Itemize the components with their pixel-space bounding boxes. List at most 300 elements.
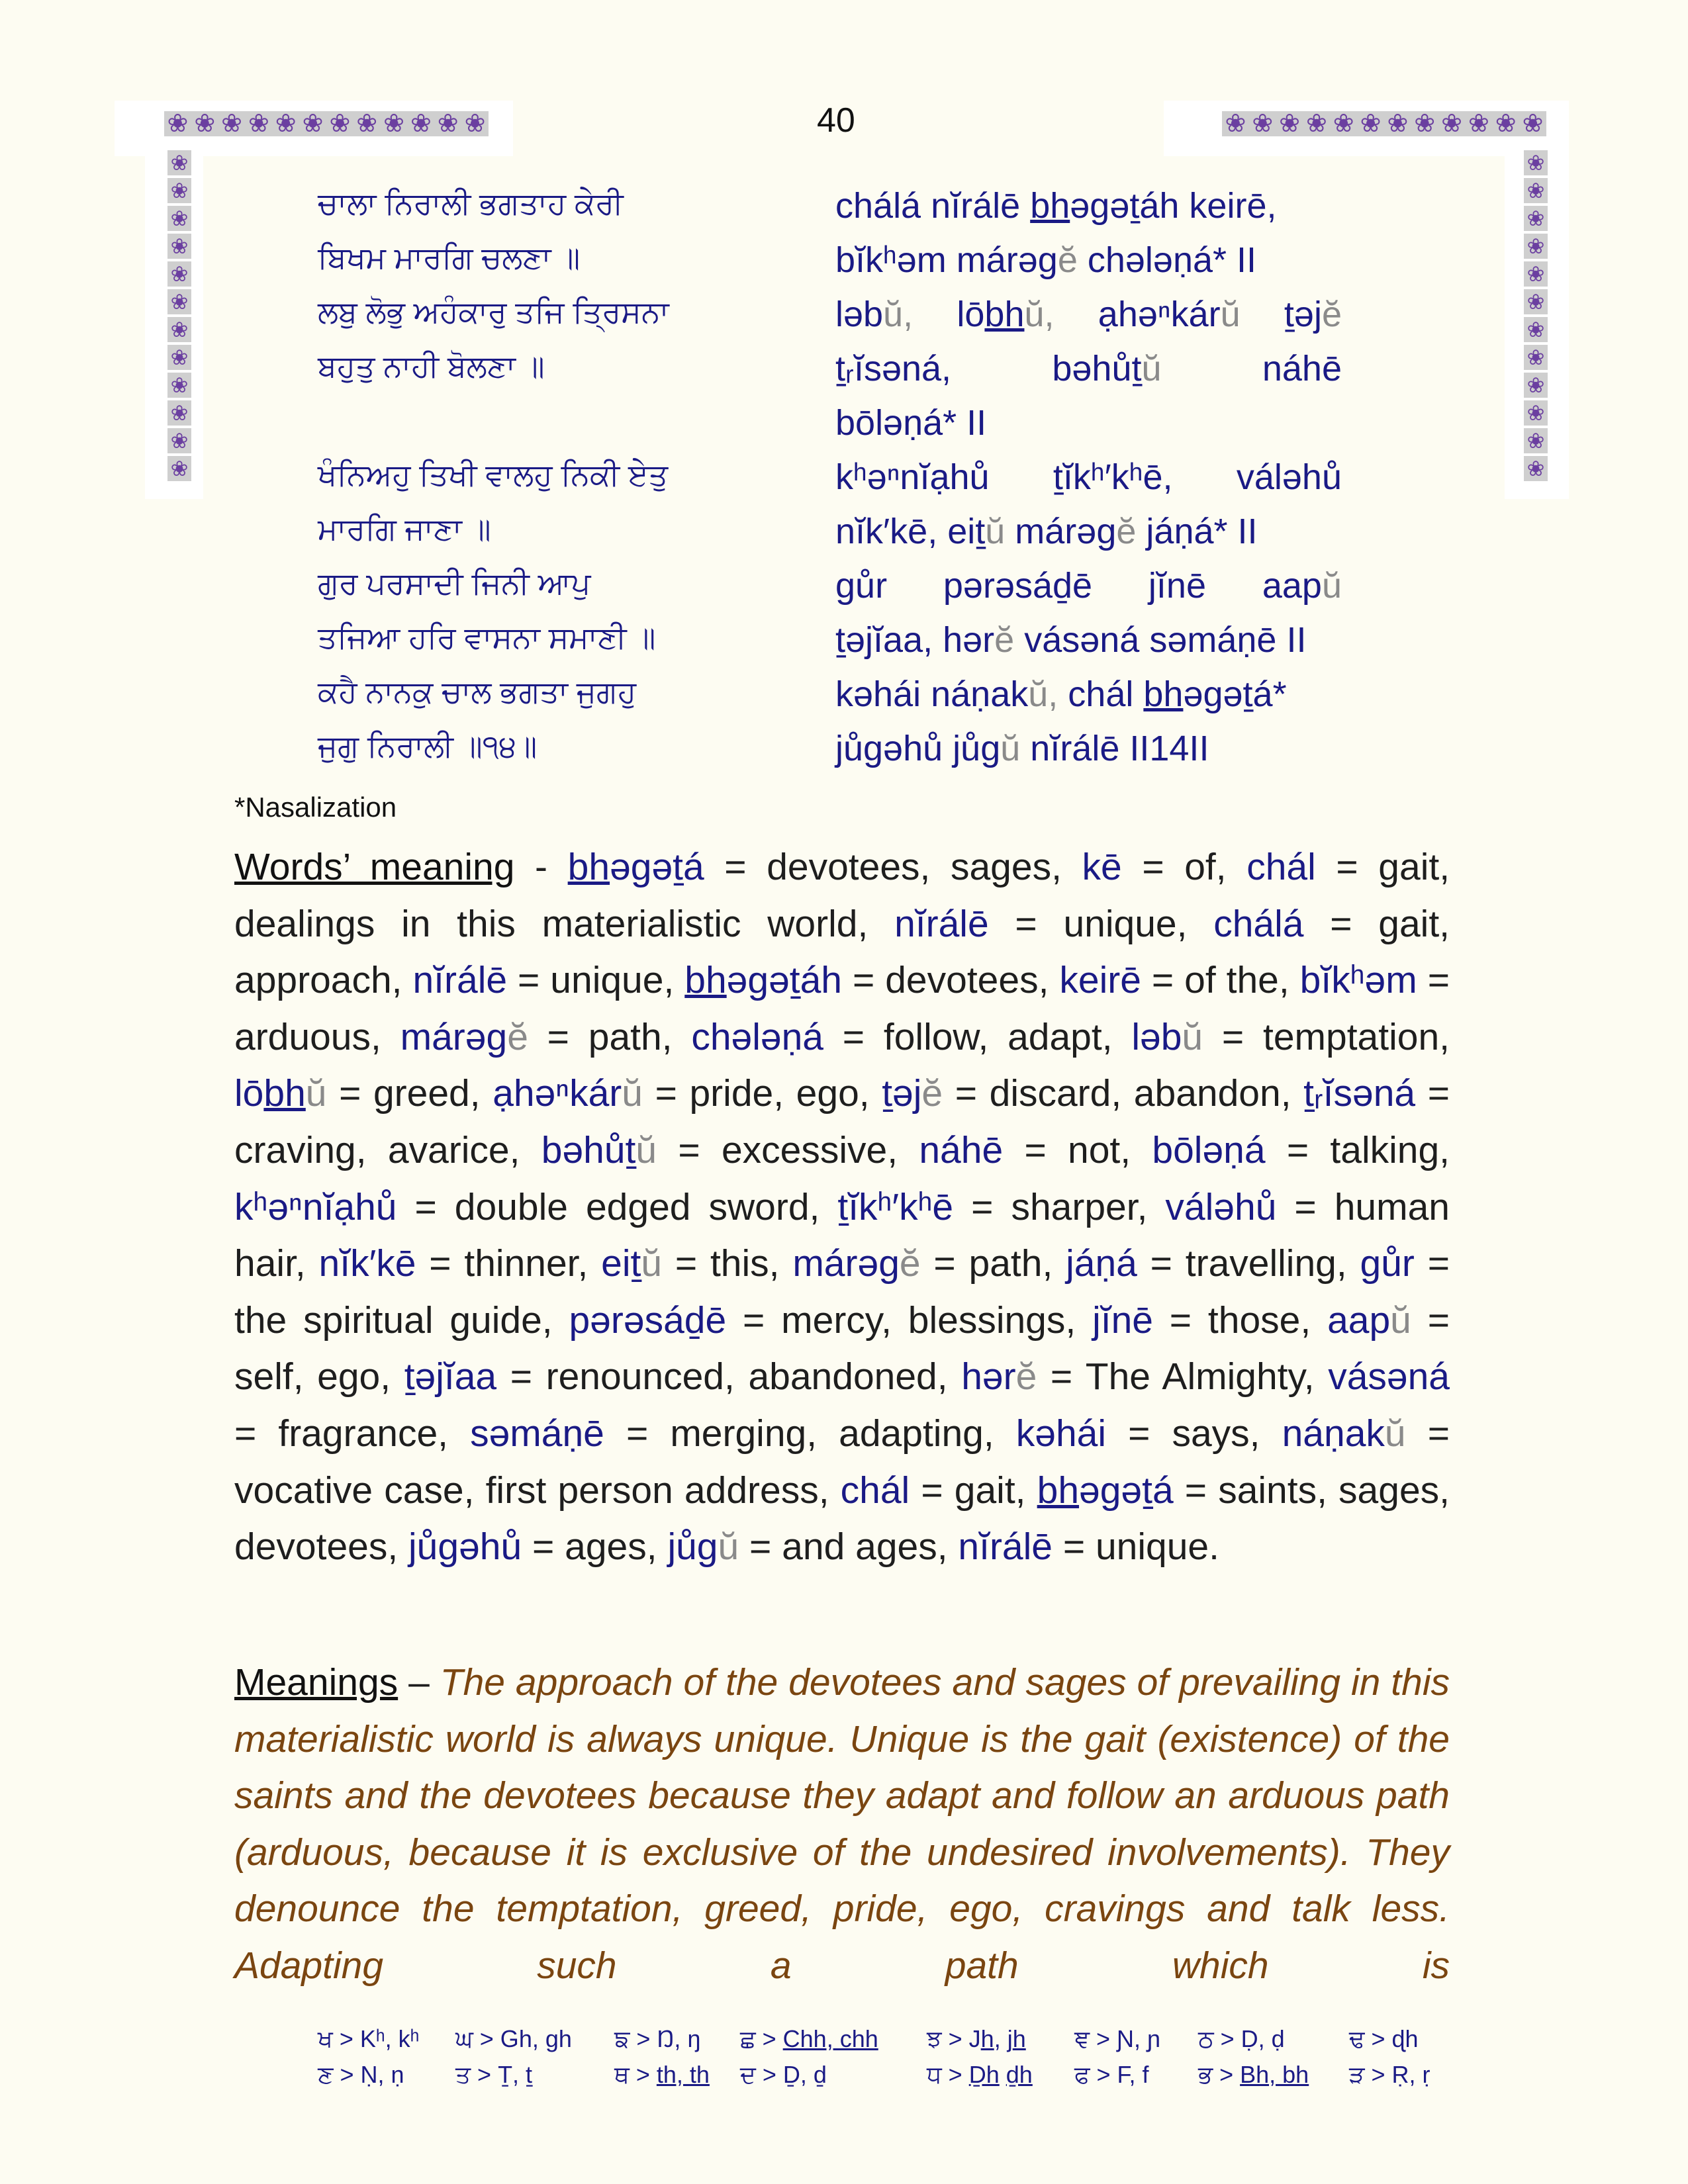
text-segment: bĭkʰəm xyxy=(1299,959,1417,1002)
muted-vowel: ŭ xyxy=(1000,729,1021,768)
text-segment: ੜ > Ṛ, ṛ xyxy=(1349,2061,1430,2088)
text-segment: eiṯ xyxy=(601,1242,641,1285)
definition: = greed, xyxy=(326,1072,493,1115)
flower-icon: ❀ xyxy=(1524,400,1548,426)
flower-icon: ❀ xyxy=(221,110,242,138)
muted-vowel: ŭ xyxy=(305,1072,327,1115)
text-segment: ləb xyxy=(835,295,884,334)
definition: = arduous, xyxy=(234,959,1450,1058)
text-segment: nĭrálē xyxy=(958,1525,1053,1569)
definition: = follow, adapt, xyxy=(823,1015,1132,1058)
legend-item xyxy=(927,2025,1026,2054)
muted-vowel: ŭ xyxy=(1220,295,1241,334)
text-segment: ਘ > Gh, gh xyxy=(455,2025,572,2052)
definition: = thinner, xyxy=(416,1242,602,1285)
gurmukhi-line: ਚਾਲਾ ਨਿਰਾਲੀ ਭਗਤਾਹ ਕੇਰੀ xyxy=(318,186,624,220)
term xyxy=(1213,903,1303,945)
text-segment: ਞ > Ɲ, ɲ xyxy=(1074,2025,1161,2052)
definition: = vocative case, first person address, xyxy=(234,1412,1450,1512)
flower-icon: ❀ xyxy=(1387,110,1409,138)
term xyxy=(1282,1412,1406,1455)
term xyxy=(1152,1129,1265,1171)
text-segment: əgəṯáh xyxy=(726,959,843,1002)
definition: = devotees, xyxy=(842,959,1060,1002)
text-segment: ਣ > Ṇ, ṇ xyxy=(318,2061,404,2088)
term xyxy=(1082,846,1122,888)
flower-border-right xyxy=(1524,150,1548,481)
text-segment: ạhəⁿkár xyxy=(1054,295,1221,334)
text-segment: bōləṇá xyxy=(1152,1128,1266,1171)
underlined-segment: h xyxy=(1012,2025,1026,2052)
text-segment: márəg xyxy=(400,1015,508,1058)
term xyxy=(919,1129,1003,1171)
text-segment: ਤ > Ṯ, ṯ xyxy=(455,2061,533,2088)
flower-icon: ❀ xyxy=(356,110,378,138)
flower-border-left xyxy=(167,150,191,481)
definition: = path, xyxy=(920,1242,1066,1285)
text-segment: gůr pərəsáḏē jĭnē aap xyxy=(835,566,1322,606)
text-segment: lō xyxy=(913,295,985,334)
gurmukhi-line: ਖੰਨਿਅਹੁ ਤਿਖੀ ਵਾਲਹੁ ਨਿਕੀ ਏਤੁ xyxy=(318,457,669,492)
meanings xyxy=(234,1655,1450,1995)
text-segment xyxy=(1000,2061,1006,2088)
flower-icon: ❀ xyxy=(329,110,351,138)
text-segment: ਫ > F, f xyxy=(1074,2061,1149,2088)
flower-icon: ❀ xyxy=(1522,110,1544,138)
definition: = talking, xyxy=(1265,1128,1450,1171)
definition: = The Almighty, xyxy=(1037,1355,1329,1398)
text-segment: jůgəhů jůg xyxy=(835,729,1001,768)
text-segment: hər xyxy=(961,1355,1016,1398)
muted-vowel: ĕ xyxy=(507,1015,528,1058)
text-segment: ṯəj xyxy=(882,1072,922,1115)
muted-vowel: ŭ xyxy=(1390,1298,1411,1342)
term xyxy=(1092,1299,1153,1342)
legend-item xyxy=(455,2061,532,2089)
underlined-segment: bh xyxy=(567,846,610,888)
term xyxy=(234,1186,397,1228)
underlined-segment: bh xyxy=(1143,674,1184,714)
flower-icon: ❀ xyxy=(167,206,191,231)
transliteration-line xyxy=(835,185,1342,226)
flower-icon: ❀ xyxy=(167,178,191,203)
term xyxy=(958,1525,1053,1568)
term xyxy=(569,1299,726,1342)
muted-vowel: ĕ xyxy=(994,620,1015,660)
flower-icon: ❀ xyxy=(1495,110,1517,138)
definition: = unique, xyxy=(988,902,1214,945)
term xyxy=(1131,1016,1203,1058)
transliteration-line xyxy=(835,348,1342,389)
legend-item xyxy=(318,2025,419,2054)
term xyxy=(1059,959,1141,1001)
flower-icon: ❀ xyxy=(194,110,216,138)
text-segment: ṯĭkʰ′kʰē xyxy=(837,1185,954,1228)
legend-item xyxy=(455,2025,572,2054)
muted-vowel: ŭ xyxy=(641,1242,663,1285)
flower-icon: ❀ xyxy=(167,110,189,138)
text-segment: keirē xyxy=(1059,959,1141,1002)
flower-icon: ❀ xyxy=(302,110,324,138)
definition: = says, xyxy=(1106,1412,1282,1455)
text-segment: nĭk′kē, eiṯ xyxy=(835,512,986,551)
definition: = the spiritual guide, xyxy=(234,1242,1450,1342)
term xyxy=(400,1016,528,1058)
legend-item xyxy=(318,2061,404,2089)
definition: = gait, xyxy=(910,1469,1037,1512)
gurmukhi-line: ਬਹੁਤੁ ਨਾਹੀ ਬੋਲਣਾ ॥ xyxy=(318,349,545,383)
flower-icon: ❀ xyxy=(464,110,486,138)
text-segment: bĭkʰəm márəg xyxy=(835,240,1058,280)
text-segment: ṯᵣĭsəná, bəhůṯ xyxy=(835,349,1142,388)
flower-icon: ❀ xyxy=(1524,317,1548,342)
definition: = excessive, xyxy=(657,1128,919,1171)
underlined-segment: ḏh xyxy=(1006,2061,1033,2088)
underlined-segment: bh xyxy=(984,295,1025,334)
term xyxy=(894,903,989,945)
text-segment: lō xyxy=(234,1072,264,1115)
text-segment: əgəṯá xyxy=(1079,1469,1174,1512)
term xyxy=(667,1525,739,1568)
text-segment: kəhái xyxy=(1015,1412,1107,1455)
muted-vowel: ŭ xyxy=(622,1072,643,1115)
legend-item xyxy=(614,2025,700,2054)
text-segment: nĭrálē II14II xyxy=(1020,729,1209,768)
gurmukhi-line: ਕਹੈ ਨਾਨਕੁ ਚਾਲ ਭਗਤਾ ਜੁਗਹੁ xyxy=(318,674,637,709)
flower-icon: ❀ xyxy=(1524,289,1548,314)
legend-item xyxy=(1074,2025,1160,2054)
flower-icon: ❀ xyxy=(167,289,191,314)
definition: = gait, approach, xyxy=(234,902,1450,1002)
muted-vowel: ĕ xyxy=(899,1242,921,1285)
flower-icon: ❀ xyxy=(167,317,191,342)
term xyxy=(408,1525,522,1568)
legend-item xyxy=(614,2061,710,2089)
term xyxy=(684,959,842,1001)
muted-vowel: ŭ xyxy=(1384,1412,1406,1455)
term xyxy=(1300,959,1417,1001)
meanings-heading: Meanings xyxy=(234,1661,399,1704)
text-segment: aap xyxy=(1327,1298,1391,1342)
text-segment: səmáṇē xyxy=(470,1412,604,1455)
text-segment: ṯəj xyxy=(1240,295,1322,334)
flower-icon: ❀ xyxy=(167,400,191,426)
definition: = sharper, xyxy=(953,1185,1166,1228)
muted-vowel: ĕ xyxy=(1057,240,1078,280)
transliteration-line xyxy=(835,457,1342,498)
text-segment: jůg xyxy=(667,1525,718,1569)
text-segment: ṯᵣĭsəná xyxy=(1303,1072,1416,1115)
flower-icon: ❀ xyxy=(1524,234,1548,259)
gurmukhi-line: ਬਿਖਮ ਮਾਰਗਿ ਚਲਣਾ ॥ xyxy=(318,240,581,275)
text-segment: ਥ > xyxy=(614,2061,657,2088)
meanings-text: The approach of the devotees and sages of prevailing in this materialistic world is always unique. Unique is the gait (existence) of the saints and the devotees because they adapt and follow an arduous path (arduous, because it is exclusive of the undesired involvements). They denounce the temptation, greed, pride, ego, cravings and talk less. Adapting such a path which is xyxy=(234,1661,1450,1987)
transliteration-line xyxy=(835,402,1342,443)
underlined-segment: h xyxy=(980,2025,994,2052)
term xyxy=(1016,1412,1106,1455)
flower-icon: ❀ xyxy=(1468,110,1489,138)
flower-icon: ❀ xyxy=(437,110,459,138)
flower-icon: ❀ xyxy=(1524,456,1548,481)
definition: = temptation, xyxy=(1203,1015,1450,1058)
legend-item xyxy=(1349,2061,1430,2089)
text-segment: ਢ > ɖh xyxy=(1349,2025,1419,2052)
flower-border-top-right xyxy=(1222,111,1546,136)
text-segment: ਛ > xyxy=(740,2025,783,2052)
text-segment: ਭ > xyxy=(1198,2061,1241,2088)
definition: = mercy, blessings, xyxy=(726,1298,1093,1342)
underlined-segment: bh xyxy=(1037,1469,1080,1512)
legend-item xyxy=(1074,2061,1149,2089)
term xyxy=(412,959,507,1001)
definition: = craving, avarice, xyxy=(234,1072,1450,1171)
muted-vowel: ĕ xyxy=(1321,295,1342,334)
definition: = merging, adapting, xyxy=(604,1412,1016,1455)
term xyxy=(568,846,704,888)
muted-vowel: ŭ xyxy=(985,512,1006,551)
flower-icon: ❀ xyxy=(248,110,269,138)
flower-icon: ❀ xyxy=(1279,110,1300,138)
term xyxy=(1037,1469,1174,1512)
term xyxy=(1246,846,1316,888)
underlined-segment: Ḏh xyxy=(968,2061,1000,2088)
flower-icon: ❀ xyxy=(167,456,191,481)
definition: = fragrance, xyxy=(234,1412,471,1455)
flower-icon: ❀ xyxy=(383,110,404,138)
words-meaning xyxy=(234,839,1450,1576)
term xyxy=(541,1129,657,1171)
muted-vowel: ĕ xyxy=(921,1072,943,1115)
flower-icon: ❀ xyxy=(1360,110,1382,138)
definition: = discard, abandon, xyxy=(943,1072,1304,1115)
text-segment: vásəná səmáṇē II xyxy=(1014,620,1307,660)
definition: = of, xyxy=(1121,846,1247,888)
definition: = gait, dealings in this materialistic world, xyxy=(234,846,1450,945)
legend-item xyxy=(740,2025,878,2054)
transliteration-line xyxy=(835,240,1342,281)
text-segment: ਧ > xyxy=(927,2061,969,2088)
flower-icon: ❀ xyxy=(167,234,191,259)
text-segment: ਠ > Ḍ, ḍ xyxy=(1198,2025,1285,2052)
flower-icon: ❀ xyxy=(1414,110,1436,138)
flower-icon: ❀ xyxy=(410,110,432,138)
text-segment: nĭrálē xyxy=(894,902,989,945)
footnote: *Nasalization xyxy=(234,792,397,823)
term xyxy=(841,1469,910,1512)
flower-icon: ❀ xyxy=(167,373,191,398)
term xyxy=(492,1072,643,1115)
definition: = ages, xyxy=(522,1525,668,1569)
underlined-segment: Chh, chh xyxy=(782,2025,878,2052)
muted-vowel: ŭ xyxy=(635,1128,657,1171)
muted-vowel: ŭ xyxy=(1321,566,1342,606)
term xyxy=(1360,1242,1415,1285)
text-segment: márəg xyxy=(1005,512,1117,551)
term xyxy=(1327,1299,1411,1342)
muted-vowel: ĕ xyxy=(1015,1355,1037,1398)
underlined-segment: bh xyxy=(1030,186,1070,226)
separator: - xyxy=(514,846,568,888)
underlined-segment: bh xyxy=(263,1072,306,1115)
definition: = double edged sword, xyxy=(397,1185,838,1228)
text-segment: bōləṇá* II xyxy=(835,403,987,443)
gurmukhi-line: ਲਬੁ ਲੋਭੁ ਅਹੰਕਾਰੁ ਤਜਿ ਤ੍ਰਿਸਨਾ xyxy=(318,295,669,329)
definition: = saints, sages, devotees, xyxy=(234,1469,1450,1569)
text-segment: náhē xyxy=(919,1128,1004,1171)
gurmukhi-line: ਤਜਿਆ ਹਰਿ ਵਾਸਨਾ ਸਮਾਣੀ ॥ xyxy=(318,620,656,655)
term xyxy=(837,1186,953,1228)
flower-icon: ❀ xyxy=(1333,110,1354,138)
definition: = self, ego, xyxy=(234,1298,1450,1398)
definition: = renounced, abandoned, xyxy=(496,1355,962,1398)
term xyxy=(319,1242,416,1285)
flower-icon: ❀ xyxy=(167,428,191,453)
text-segment: əgəṯá xyxy=(610,846,704,888)
definition: = those, xyxy=(1152,1298,1328,1342)
definition: = of the, xyxy=(1141,959,1300,1002)
underlined-segment: Bh, bh xyxy=(1240,2061,1309,2088)
text-segment: gůr xyxy=(1360,1242,1415,1285)
words-meaning-heading: Words’ meaning xyxy=(234,846,515,888)
text-segment: kē xyxy=(1082,846,1122,888)
text-segment: jůgəhů xyxy=(408,1525,522,1569)
transliteration-line xyxy=(835,619,1342,660)
muted-vowel: ŭ xyxy=(1182,1015,1203,1058)
term xyxy=(404,1355,496,1398)
flower-icon: ❀ xyxy=(1524,261,1548,287)
flower-icon: ❀ xyxy=(167,150,191,175)
text-segment: chál xyxy=(1058,674,1144,714)
flower-border-top-left xyxy=(164,111,489,136)
muted-vowel: ŭ xyxy=(718,1525,739,1569)
text-segment: náhē xyxy=(1161,349,1342,388)
flower-icon: ❀ xyxy=(1524,345,1548,370)
page-number: 40 xyxy=(817,101,855,140)
muted-vowel: ĕ xyxy=(1116,512,1137,551)
flower-icon: ❀ xyxy=(1524,150,1548,175)
legend-item xyxy=(1198,2025,1285,2054)
legend-item xyxy=(740,2061,827,2089)
text-segment: nĭk′kē xyxy=(318,1242,416,1285)
term xyxy=(792,1242,920,1285)
flower-icon: ❀ xyxy=(1225,110,1246,138)
text-segment: chálá xyxy=(1213,902,1304,945)
transliteration-line xyxy=(835,565,1342,606)
flower-icon: ❀ xyxy=(1524,428,1548,453)
term xyxy=(961,1355,1037,1398)
text-segment: chálá nĭrálē xyxy=(835,186,1031,226)
text-segment: ਝ > J xyxy=(927,2025,981,2052)
text-segment: jáṇá xyxy=(1066,1242,1137,1285)
text-segment: ṯəjĭaa xyxy=(404,1355,497,1398)
definition: = path, xyxy=(528,1015,692,1058)
text-segment: ਦ > Ḏ, ḏ xyxy=(740,2061,827,2088)
flower-icon: ❀ xyxy=(1441,110,1462,138)
definition: = human hair, xyxy=(234,1185,1450,1285)
definition: = this, xyxy=(662,1242,793,1285)
term xyxy=(470,1412,604,1455)
text-segment: kəhái náṇak xyxy=(835,674,1029,714)
text-segment: chál xyxy=(1246,846,1316,888)
text-segment: ਖ > Kʰ, kʰ xyxy=(318,2025,420,2052)
text-segment: nĭrálē xyxy=(412,959,508,1002)
definition: = not, xyxy=(1003,1128,1152,1171)
definition: = pride, ego, xyxy=(642,1072,882,1115)
legend-item xyxy=(927,2061,1033,2089)
flower-icon: ❀ xyxy=(1524,206,1548,231)
transliteration-line xyxy=(835,728,1342,769)
term xyxy=(234,1072,326,1115)
term xyxy=(1165,1186,1276,1228)
text-segment: bəhůṯ xyxy=(541,1128,636,1171)
text-segment: chələṇá* II xyxy=(1077,240,1257,280)
flower-icon: ❀ xyxy=(1524,373,1548,398)
flower-icon: ❀ xyxy=(1305,110,1327,138)
transliteration-line xyxy=(835,674,1342,715)
text-segment: ạhəⁿkár xyxy=(492,1072,622,1115)
text-segment: kʰəⁿnĭạhů xyxy=(234,1185,397,1228)
underlined-segment: bh xyxy=(684,959,727,1002)
definition: = unique, xyxy=(507,959,685,1002)
gurmukhi-line: ਗੁਰ ਪਰਸਾਦੀ ਜਿਨੀ ਆਪੁ xyxy=(318,566,591,600)
text-segment: əgəṯáh keirē, xyxy=(1070,186,1277,226)
term xyxy=(1066,1242,1137,1285)
text-segment: ਙ > Ŋ, ŋ xyxy=(614,2025,701,2052)
text-segment: márəg xyxy=(792,1242,900,1285)
definition: = and ages, xyxy=(739,1525,959,1569)
text-segment: chál xyxy=(840,1469,910,1512)
legend-item xyxy=(1349,2025,1419,2054)
text-segment: ṯəjĭaa, hər xyxy=(835,620,995,660)
muted-vowel: ŭ, xyxy=(883,295,914,334)
text-segment: əgəṯá* xyxy=(1183,674,1287,714)
muted-vowel: ŭ xyxy=(1141,349,1162,388)
dash: – xyxy=(398,1661,440,1704)
text-segment: jĭnē xyxy=(1092,1298,1153,1342)
term xyxy=(1328,1355,1450,1398)
legend-item xyxy=(1198,2061,1309,2089)
text-segment: , j xyxy=(994,2025,1013,2052)
term xyxy=(691,1016,823,1058)
flower-icon: ❀ xyxy=(1524,178,1548,203)
term xyxy=(1303,1072,1415,1115)
flower-icon: ❀ xyxy=(1252,110,1274,138)
muted-vowel: ŭ, xyxy=(1024,295,1055,334)
gurmukhi-line: ਮਾਰਗਿ ਜਾਣਾ ॥ xyxy=(318,512,491,546)
text-segment: chələṇá xyxy=(691,1015,823,1058)
transliteration-line xyxy=(835,294,1342,335)
flower-icon: ❀ xyxy=(167,261,191,287)
text-segment: pərəsáḏē xyxy=(569,1298,727,1342)
gurmukhi-line: ਜੁਗੁ ਨਿਰਾਲੀ ॥੧੪॥ xyxy=(318,729,538,763)
text-segment: jáṇá* II xyxy=(1136,512,1258,551)
term xyxy=(882,1072,943,1115)
underlined-segment: th, th xyxy=(656,2061,710,2088)
text-segment: náṇak xyxy=(1282,1412,1385,1455)
text-segment: ləb xyxy=(1131,1015,1182,1058)
definition: = unique. xyxy=(1053,1525,1219,1569)
flower-icon: ❀ xyxy=(275,110,297,138)
muted-vowel: ŭ, xyxy=(1028,674,1058,714)
text-segment: vásəná xyxy=(1328,1355,1450,1398)
term xyxy=(601,1242,662,1285)
flower-icon: ❀ xyxy=(167,345,191,370)
definition: = devotees, sages, xyxy=(704,846,1082,888)
definition: = travelling, xyxy=(1137,1242,1360,1285)
transliteration-line xyxy=(835,511,1342,552)
text-segment: kʰəⁿnĭạhů ṯĭkʰ′kʰē, váləhů xyxy=(835,457,1342,497)
text-segment: váləhů xyxy=(1165,1185,1277,1228)
